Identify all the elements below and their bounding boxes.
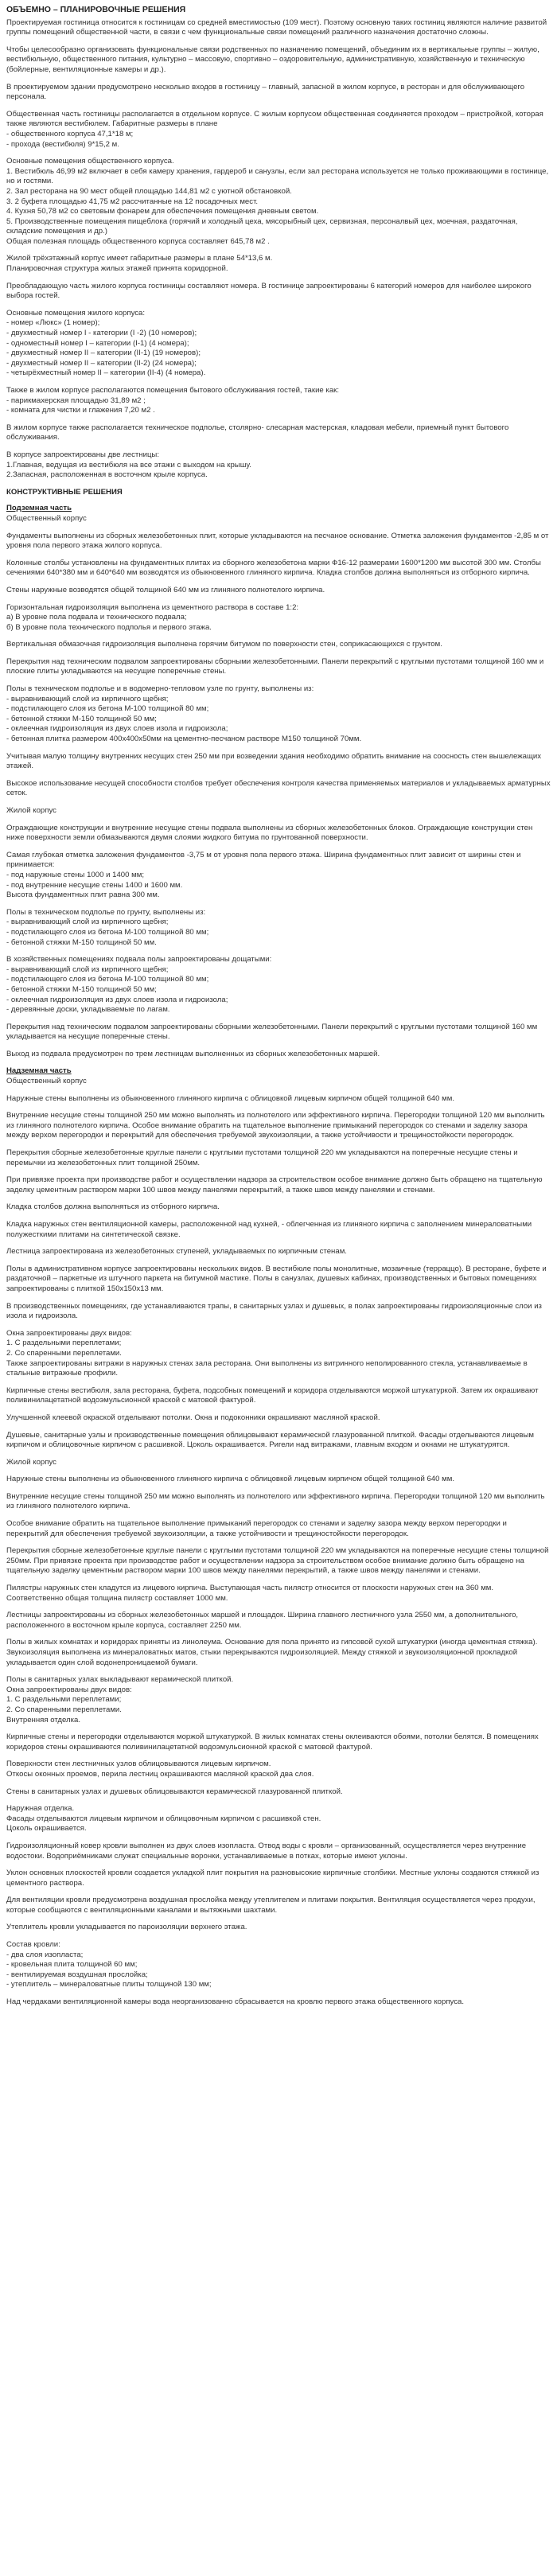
paragraph: Общественная часть гостиницы располагается в отдельном корпусе. С жилым корпусом общественная соединяется проходом – пристройкой, которая также являются вестибюлем. Габаритные размеры в плане - общественного корпуса 47,1*18 м; - прохода (вестибюля) 9*15,2 м.	[6, 109, 543, 149]
paragraph: Перекрытия сборные железобетонные круглые панели с круглыми пустотами толщиной 220 мм укладываются на поперечные несущие стены и перемычки из железобетонных плит толщиной 250мм.	[6, 1148, 518, 1167]
paragraph: Окна запроектированы двух видов: 1. С раздельными переплетами; 2. Со спаренными переплетами. Также запроектированы витражи в наружных стенах зала ресторана. Они выполнены из витринного неполированного стекла, устанавливаемые в стальные витражные профили.	[6, 1328, 528, 1378]
paragraph: Гидроизоляционный ковер кровли выполнен из двух слоев изопласта. Отвод воды с кровли – организованный, осуществляется через внутренние водостоки. Водоприёмниками служат специальные воронки, устанавливаемые в потках, которые имеют уклоны.	[6, 1841, 527, 1861]
paragraph: Поверхности стен лестничных узлов облицовываются лицевым кирпичом. Откосы оконных проемов, перила лестниц окрашиваются масляной краской два слоя.	[6, 1760, 314, 1779]
paragraph: В хозяйственных помещениях подвала полы запроектированы дощатыми: - выравнивающий слой из кирпичного щебня; - подстилающего слоя из бетона М-100 толщиной 80 мм; - бетонной стяжки М-150 толщиной 50 мм; - оклеечная гидроизоляция из двух слоев изола и гидроизола; - деревянные доски, укладываемые по лагам.	[6, 955, 272, 1015]
paragraph: Кладка наружных стен вентиляционной камеры, расположенной над кухней, - облегченная из глиняного кирпича с заполнением минераловатными полужесткими плитами на синтетической связке.	[6, 1220, 532, 1239]
paragraph: Учитывая малую толщину внутренних несущих стен 250 мм при возведении здания необходимо обратить внимание на соосность стен вышележащих этажей.	[6, 751, 542, 771]
document-title: ОБЪЕМНО – ПЛАНИРОВОЧНЫЕ РЕШЕНИЯ	[6, 5, 186, 14]
paragraph: Кирпичные стены вестибюля, зала ресторана, буфета, подсобных помещений и коридора отделываются моржой штукатуркой. Затем их окрашивают поливинилацетатной водоэмульсионной краской с матовой фактурой.	[6, 1385, 539, 1405]
planning-section	[6, 18, 551, 481]
paragraph: Стены в санитарных узлах и душевых облицовываются керамической глазурованной плиткой.	[6, 1787, 343, 1796]
paragraph: Душевые, санитарные узлы и производственные помещения облицовывают керамической глазурованной плиткой. Фасады отделываются лицевым кирпичом и облицовочные кирпичом с расшивкой. Цоколь окрашивается. Ригели над витражами, главным входом и окнами не штукатурятся.	[6, 1430, 535, 1450]
paragraph: Фундаменты выполнены из сборных железобетонных плит, которые укладываются на песчаное основание. Отметка заложения фундаментов -2,85 м от уровня пола первого этажа жилого корпуса.	[6, 531, 549, 551]
paragraph: Ограждающие конструкции и внутренние несущие стены подвала выполнены из сборных железобетонных блоков. Ограждающие конструкции стен ниже поверхности земли обмазываются двумя слоями жидкого битума по грунтованной поверхности.	[6, 823, 533, 843]
aboveground-section	[6, 1066, 551, 1834]
paragraph: Преобладающую часть жилого корпуса гостиницы составляют номера. В гостинице запроектированы 6 категорий номеров для наиболее широкого выбора гостей.	[6, 281, 532, 301]
paragraph: Полы в техническом подполье и в водомерно-тепловом узле по грунту, выполнены из: - выравнивающий слой из кирпичного щебня; - подстилающего слоя из бетона М-100 толщиной 80 мм; - бетонной стяжки М-150 толщиной 50 мм; - оклеечная гидроизоляция из двух слоев изола и гидроизола; - бетонная плитка размером 400х400х50мм на цементно-песчаном растворе М150 толщиной 70мм.	[6, 684, 362, 744]
paragraph: В проектируемом здании предусмотрено несколько входов в гостиницу – главный, запасной в жилом корпусе, в ресторан и для обслуживающего персонала.	[6, 82, 525, 102]
paragraph: Полы в административном корпусе запроектированы нескольких видов. В вестибюле полы монолитные, мозаичные (терраццо). В ресторане, буфете и раздаточной – паркетные из штучного паркета на битумной мастике. Полы в санузлах, душевых кабинах, производственных и бытовых помещениях запроектированы с плиткой 150х150х13 мм.	[6, 1264, 547, 1293]
paragraph: Лестница запроектирована из железобетонных ступеней, укладываемых по кирпичным стенам.	[6, 1247, 347, 1257]
paragraph: В корпусе запроектированы две лестницы: 1.Главная, ведущая из вестибюля на все этажи с выходом на крышу. 2.Запасная, расположенная в восточном крыле корпуса.	[6, 450, 251, 480]
paragraph: Полы в жилых комнатах и коридорах приняты из линолеума. Основание для пола принято из гипсовой сухой штукатурки (иногда цементная стяжка). Звукоизоляция выполнена из минераловатных матов, стыки перекрываются гидроизоляцией. Между стяжкой и звукоизоляционной прокладкой укладывается один слой водонепроницаемой бумаги.	[6, 1638, 538, 1667]
section-title-construct: КОНСТРУКТИВНЫЕ РЕШЕНИЯ	[6, 487, 123, 497]
paragraph: Основные помещения жилого корпуса: - номер «Люкс» (1 номер); - двухместный номер I - категории (I -2) (10 номеров); - одноместный номер I – категории (I-1) (4 номера); - двухместный номер II – категории (II-1) (19 номеров); - двухместный номер II – категории (II-2) (24 номера); - четырёхместный номер II – категории (II-4) (4 номера).	[6, 308, 206, 378]
paragraph: Жилой трёхэтажный корпус имеет габаритные размеры в плане 54*13,6 м. Планировочная структура жилых этажей принята коридорной.	[6, 254, 273, 274]
subsection-title-aboveground: Надземная часть	[6, 1066, 72, 1076]
paragraph: Проектируемая гостиница относится к гостиницам со средней вместимостью (109 мест). Поэтому основную таких гостиниц являются наличие развитой группы помещений общественной части, в связи с чем функциональные связи помещений различного назначения достаточно сложны.	[6, 18, 547, 37]
paragraph: В производственных помещениях, где устанавливаются трапы, в санитарных узлах и душевых, в полах запроектированы гидроизоляционные слои из изола и гидроизола.	[6, 1301, 542, 1321]
subsection-label: Общественный корпус	[6, 1077, 87, 1086]
paragraph: Внутренние несущие стены толщиной 250 мм можно выполнять из полнотелого или эффективного кирпича. Перегородки толщиной 120 мм выполнить из глиняного полнотелого кирпича.	[6, 1491, 545, 1511]
subsection-label: Общественный корпус	[6, 513, 87, 523]
subsection-title-underground: Подземная часть	[6, 504, 72, 513]
paragraph: Высокое использование несущей способности столбов требует обеспечения контроля качества применяемых материалов и укладываемых арматурных сеток.	[6, 778, 551, 798]
paragraph: Чтобы целесообразно организовать функциональные связи родственных по назначению помещений, объединим их в вертикальные группы – жилую, вестибюльную, общественного питания, культурно – массовую, спортивно – оздоровительную, административную, хозяйственную и техническую (бойлерные, вентиляционные камеры и др.).	[6, 45, 539, 74]
paragraph: Уклон основных плоскостей кровли создается укладкой плит покрытия на разновысокие кирпичные столбики. Местные уклоны создаются стяжкой из цементного раствора.	[6, 1869, 539, 1888]
paragraph: Колонные столбы установлены на фундаментных плитах из сборного железобетона марки Ф16-12 размерами 1600*1200 мм высотой 300 мм. Столбы сечениями 640*380 мм и 640*640 мм возводятся из обыкновенного глиняного кирпича. Кладка столбов должна выполняться из отборного кирпича.	[6, 558, 541, 578]
paragraph: Наружные стены выполнены из обыкновенного глиняного кирпича с облицовкой лицевым кирпичом общей толщиной 640 мм.	[6, 1093, 455, 1103]
paragraph: Состав кровли: - два слоя изопласта; - кровельная плита толщиной 60 мм; - вентилируемая воздушная прослойка; - утеплитель – минераловатные плиты толщиной 130 мм;	[6, 1940, 212, 1989]
paragraph: Также в жилом корпусе располагаются помещения бытового обслуживания гостей, такие как: - парикмахерская площадью 31,89 м2 ; - комната для чистки и глажения 7,20 м2 .	[6, 386, 340, 415]
paragraph: Основные помещения общественного корпуса. 1. Вестибюль 46,99 м2 включает в себя камеру хранения, гардероб и санузлы, если зал ресторана используется не только проживающими в гостинице, но и гостями. 2. Зал ресторана на 90 мест общей площадью 144,81 м2 с уютной обстановкой. 3. 2 буфета площадью 41,75 м2 рассчитанные на 12 посадочных мест. 4. Кухня 50,78 м2 со световым фонарем для обеспечения помещения дневным светом. 5. Производственные помещения пищеблока (горячий и холодный цеха, мясорыбный цех, сервизная, персоналвый цех, моечная, раздаточная, складские помещения и др.) Общая полезная площадь общественного корпуса составляет 645,78 м2 .	[6, 157, 549, 246]
roof-section	[6, 1841, 551, 2008]
paragraph: Внутренние несущие стены толщиной 250 мм можно выполнять из полнотелого или эффективного кирпича. Перегородки толщиной 120 мм выполнить из глиняного полнотелого кирпича. Особое внимание обратить на тщательное выполнение примыканий перегородок со стенами и заделку зазора между верхом перегородки и перекрытий для обеспечения требуемой звукоизоляции, а также устойчивости и трещиностойкости перегородок.	[6, 1111, 545, 1140]
paragraph: Горизонтальная гидроизоляция выполнена из цементного раствора в составе 1:2: а) В уровне пола подвала и технического подвала; б) В уровне пола технического подполья и первого этажа.	[6, 602, 299, 632]
paragraph: Для вентиляции кровли предусмотрена воздушная прослойка между утеплителем и плитами покрытия. Вентиляция осуществляется через продухи, которые сообщаются с вентиляционными каналами и вытяжными шахтами.	[6, 1896, 536, 1915]
paragraph: Вертикальная обмазочная гидроизоляция выполнена горячим битумом по поверхности стен, соприкасающихся с грунтом.	[6, 640, 442, 649]
paragraph: Выход из подвала предусмотрен по трем лестницам выполненных из сборных железобетонных маршей.	[6, 1049, 380, 1058]
paragraph: Наружные стены выполнены из обыкновенного глиняного кирпича с облицовкой лицевым кирпичом общей толщиной 640 мм.	[6, 1475, 455, 1484]
paragraph: Утеплитель кровли укладывается по пароизоляции верхнего этажа.	[6, 1923, 247, 1932]
paragraph: Наружная отделка. Фасады отделываются лицевым кирпичом и облицовочным кирпичом с расшивкой стен. Цоколь окрашивается.	[6, 1804, 321, 1834]
paragraph: Улучшенной клеевой окраской отделывают потолки. Окна и подоконники окрашивают масляной краской.	[6, 1413, 380, 1422]
paragraph: Лестницы запроектированы из сборных железобетонных маршей и площадок. Ширина главного лестничного узла 2550 мм, а дополнительного, расположенного в восточном крыле корпуса, составляет 2250 мм.	[6, 1611, 519, 1630]
paragraph: Особое внимание обратить на тщательное выполнение примыканий перегородок со стенами и заделку зазора между верхом перегородки и перекрытий для обеспечения требуемой звукоизоляции, а также устойчивости и трещиностойкости перегородок.	[6, 1519, 507, 1538]
paragraph: Кирпичные стены и перегородки отделываются моржой штукатуркой. В жилых комнатах стены оклеиваются обоями, потолки белятся. В помещениях коридоров стены окрашиваются поливинилацетатной водоэмульсионной краской с матовой фактурой.	[6, 1732, 539, 1752]
paragraph: При привязке проекта при производстве работ и осуществлении надзора за строительством особое внимание должно быть обращено на тщательную заделку цементным раствором марки 100 швов между панелями перекрытий, а также швов между панелями и стенами.	[6, 1175, 543, 1194]
subsection-label: Жилой корпус	[6, 806, 56, 815]
paragraph: В жилом корпусе также располагается техническое подполье, столярно- слесарная мастерская, кладовая мебели, приемный пункт бытового обслуживания.	[6, 423, 509, 442]
paragraph: Пилястры наружных стен кладутся из лицевого кирпича. Выступающая часть пилястр относится от плоскости наружных стен на 360 мм. Соответственно общая толщина пилястр составляет 1000 мм.	[6, 1584, 494, 1603]
paragraph: Перекрытия сборные железобетонные круглые панели с круглыми пустотами толщиной 220 мм укладываются на поперечные несущие стены толщиной 250мм. При привязке проекта при производстве работ и осуществлении надзора за строительством особое внимание должно быть обращено на тщательную заделку цементным раствором марки 100 швов между панелями перекрытий, а также швов между панелями и стенами.	[6, 1546, 549, 1576]
underground-section	[6, 504, 551, 1059]
paragraph: Стены наружные возводятся общей толщиной 640 мм из глиняного полнотелого кирпича.	[6, 585, 325, 594]
paragraph: Перекрытия над техническим подвалом запроектированы сборными железобетонными. Панели перекрытий с круглыми пустотами толщиной 160 мм укладывается на несущие поперечные стены.	[6, 1022, 538, 1042]
paragraph: Перекрытия над техническим подвалом запроектированы сборными железобетонными. Панели перекрытий с круглыми пустотами толщиной 160 мм и плоские плиты укладываются на несущие поперечные стены.	[6, 657, 544, 676]
paragraph: Над чердаками вентиляционной камеры вода неорганизованно сбрасывается на кровлю первого этажа общественного корпуса.	[6, 1997, 465, 2007]
paragraph: Кладка столбов должна выполняться из отборного кирпича.	[6, 1202, 220, 1212]
paragraph: Полы в техническом подполье по грунту, выполнены из: - выравнивающий слой из кирпичного щебня; - подстилающего слоя из бетона М-100 толщиной 80 мм; - бетонной стяжки М-150 толщиной 50 мм.	[6, 907, 209, 947]
paragraph: Самая глубокая отметка заложения фундаментов -3,75 м от уровня пола первого этажа. Ширина фундаментных плит зависит от ширины стен и принимается: - под наружные стены 1000 и 1400 мм; - под внутренние несущие стены 1400 и 1600 мм. Высота фундаментных плит равна 300 мм.	[6, 850, 521, 900]
paragraph: Полы в санитарных узлах выкладывают керамической плиткой. Окна запроектированы двух видов: 1. С раздельными переплетами; 2. Со спаренными переплетами. Внутренняя отделка.	[6, 1675, 234, 1724]
subsection-label: Жилой корпус	[6, 1457, 56, 1467]
